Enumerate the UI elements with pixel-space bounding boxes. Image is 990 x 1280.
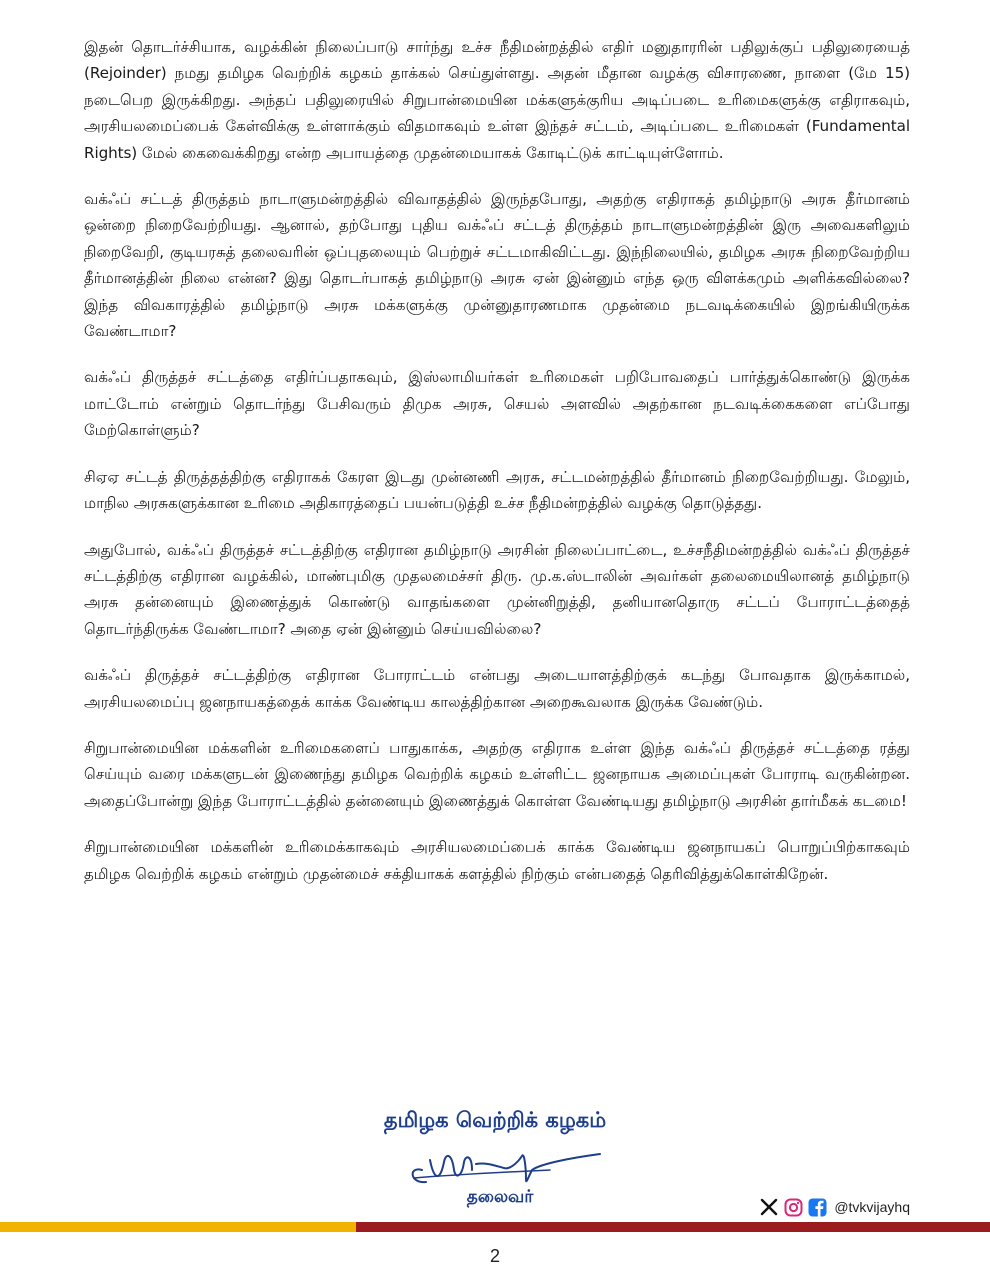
paragraph-3: வக்ஃப் திருத்தச் சட்டத்தை எதிர்ப்பதாகவும், இஸ்லாமியர்கள் உரிமைகள் பறிபோவதைப் பார்த்துக்கொண்டு இருக்க மாட்டோம் என்றும் தொடர்ந்து பேசிவரும் திமுக அரசு, செயல் அளவில் அதற்கான நடவடிக்கைகளை எப்போது மேற்கொள்ளும்?	[84, 368, 910, 440]
paragraph-6: வக்ஃப் திருத்தச் சட்டத்திற்கு எதிரான போராட்டம் என்பது அடையாளத்திற்குக் கடந்து போவதாக இருக்காமல், அரசியலமைப்பு ஜனநாயகத்தைக் காக்க வேண்டிய காலத்திற்கான அறைகூவலாக இருக்க வேண்டும்.	[84, 666, 910, 711]
designation: தலைவர்	[466, 1187, 534, 1207]
paragraph-7: சிறுபான்மையின மக்களின் உரிமைகளைப் பாதுகாக்க, அதற்கு எதிராக உள்ள இந்த வக்ஃப் திருத்தச் சட்டத்தை ரத்து செய்யும் வரை மக்களுடன் இணைந்து தமிழக வெற்றிக் கழகம் உள்ளிட்ட ஜனநாயக அமைப்புகள் போராடி வருகின்றன. அதைப்போன்று இந்த போராட்டத்தில் தன்னையும் இணைத்துக் கொள்ள வேண்டியது தமிழ்நாடு அரசின் தார்மீகக் கடமை!	[84, 738, 910, 810]
social-links	[759, 1197, 910, 1217]
footer-color-bar	[0, 1222, 990, 1232]
footer-bar-gold	[0, 1222, 356, 1232]
footer-bar-red	[356, 1222, 990, 1232]
paragraph-1: இதன் தொடர்ச்சியாக, வழக்கின் நிலைப்பாடு சார்ந்து உச்ச நீதிமன்றத்தில் எதிர் மனுதாரரின் பதிலுக்குப் பதிலுரையைத் (Rejoinder) நமது தமிழக வெற்றிக் கழகம் தாக்கல் செய்துள்ளது. அதன் மீதான வழக்கு விசாரணை, நாளை (மே 15) நடைபெற இருக்கிறது. அந்தப் பதிலுரையில் சிறுபான்மையின மக்களுக்குரிய அடிப்படை உரிமைகளுக்கு எதிராகவும், அரசியலமைப்பைக் கேள்விக்கு உள்ளாக்கும் விதமாகவும் உள்ள இந்தச் சட்டம், அடிப்படை உரிமைகள் (Fundamental Rights) மேல் கைவைக்கிறது என்ற அபாயத்தை முதன்மையாகக் கோடிட்டுக் காட்டியுள்ளோம்.	[84, 38, 910, 162]
instagram-icon[interactable]	[783, 1197, 803, 1217]
x-icon[interactable]	[759, 1197, 779, 1217]
facebook-icon[interactable]	[807, 1197, 827, 1217]
letter-body	[84, 34, 910, 907]
signature	[400, 1140, 610, 1192]
paragraph-8: சிறுபான்மையின மக்களின் உரிமைக்காகவும் அரசியலமைப்பைக் காக்க வேண்டிய ஜனநாயகப் பொறுப்பிற்காகவும் தமிழக வெற்றிக் கழகம் என்றும் முதன்மைச் சக்தியாகக் களத்தில் நிற்கும் என்பதைத் தெரிவித்துக்கொள்கிறேன்.	[84, 838, 910, 883]
page-number: 2	[489, 1246, 500, 1266]
social-handle[interactable]: @tvkvijayhq	[834, 1199, 910, 1215]
paragraph-4: சிஏஏ சட்டத் திருத்தத்திற்கு எதிராகக் கேரள இடது முன்னணி அரசு, சட்டமன்றத்தில் தீர்மானம் நிறைவேற்றியது. மேலும், மாநில அரசுகளுக்கான உரிமை அதிகாரத்தைப் பயன்படுத்தி உச்ச நீதிமன்றத்தில் வழக்கு தொடுத்தது.	[84, 467, 910, 513]
paragraph-5: அதுபோல், வக்ஃப் திருத்தச் சட்டத்திற்கு எதிரான தமிழ்நாடு அரசின் நிலைப்பாட்டை, உச்சநீதிமன்றத்தில் வக்ஃப் திருத்தச் சட்டத்திற்கு எதிரான வழக்கில், மாண்புமிகு முதலமைச்சர் திரு. மு.க.ஸ்டாலின் அவர்கள் தலைமையிலானத் தமிழ்நாடு அரசு தன்னையும் இணைத்துக் கொண்டு வாதங்களை முன்னிறுத்தி, தனியானதொரு சட்டப் போராட்டத்தைத் தொடர்ந்திருக்க வேண்டாமா? அதை ஏன் இன்னும் செய்யவில்லை?	[84, 540, 910, 638]
paragraph-2: வக்ஃப் சட்டத் திருத்தம் நாடாளுமன்றத்தில் விவாதத்தில் இருந்தபோது, அதற்கு எதிராகத் தமிழ்நாடு அரசு தீர்மானம் ஒன்றை நிறைவேற்றியது. ஆனால், தற்போது புதிய வக்ஃப் சட்டத் திருத்தம் நாடாளுமன்றத்தின் இரு அவைகளிலும் நிறைவேறி, குடியரசுத் தலைவரின் ஒப்புதலையும் பெற்றுச் சட்டமாகிவிட்டது. இந்நிலையில், தமிழக அரசு நிறைவேற்றிய தீர்மானத்தின் நிலை என்ன? இது தொடர்பாகத் தமிழ்நாடு அரசு ஏன் இன்னும் எந்த ஒரு விளக்கமும் அளிக்கவில்லை? இந்த விவகாரத்தில் தமிழ்நாடு அரசு மக்களுக்கு முன்னுதாரணமாக முதன்மை நடவடிக்கையில் இறங்கியிருக்க வேண்டாமா?	[84, 190, 910, 341]
organization-name: தமிழக வெற்றிக் கழகம்	[383, 1108, 607, 1132]
